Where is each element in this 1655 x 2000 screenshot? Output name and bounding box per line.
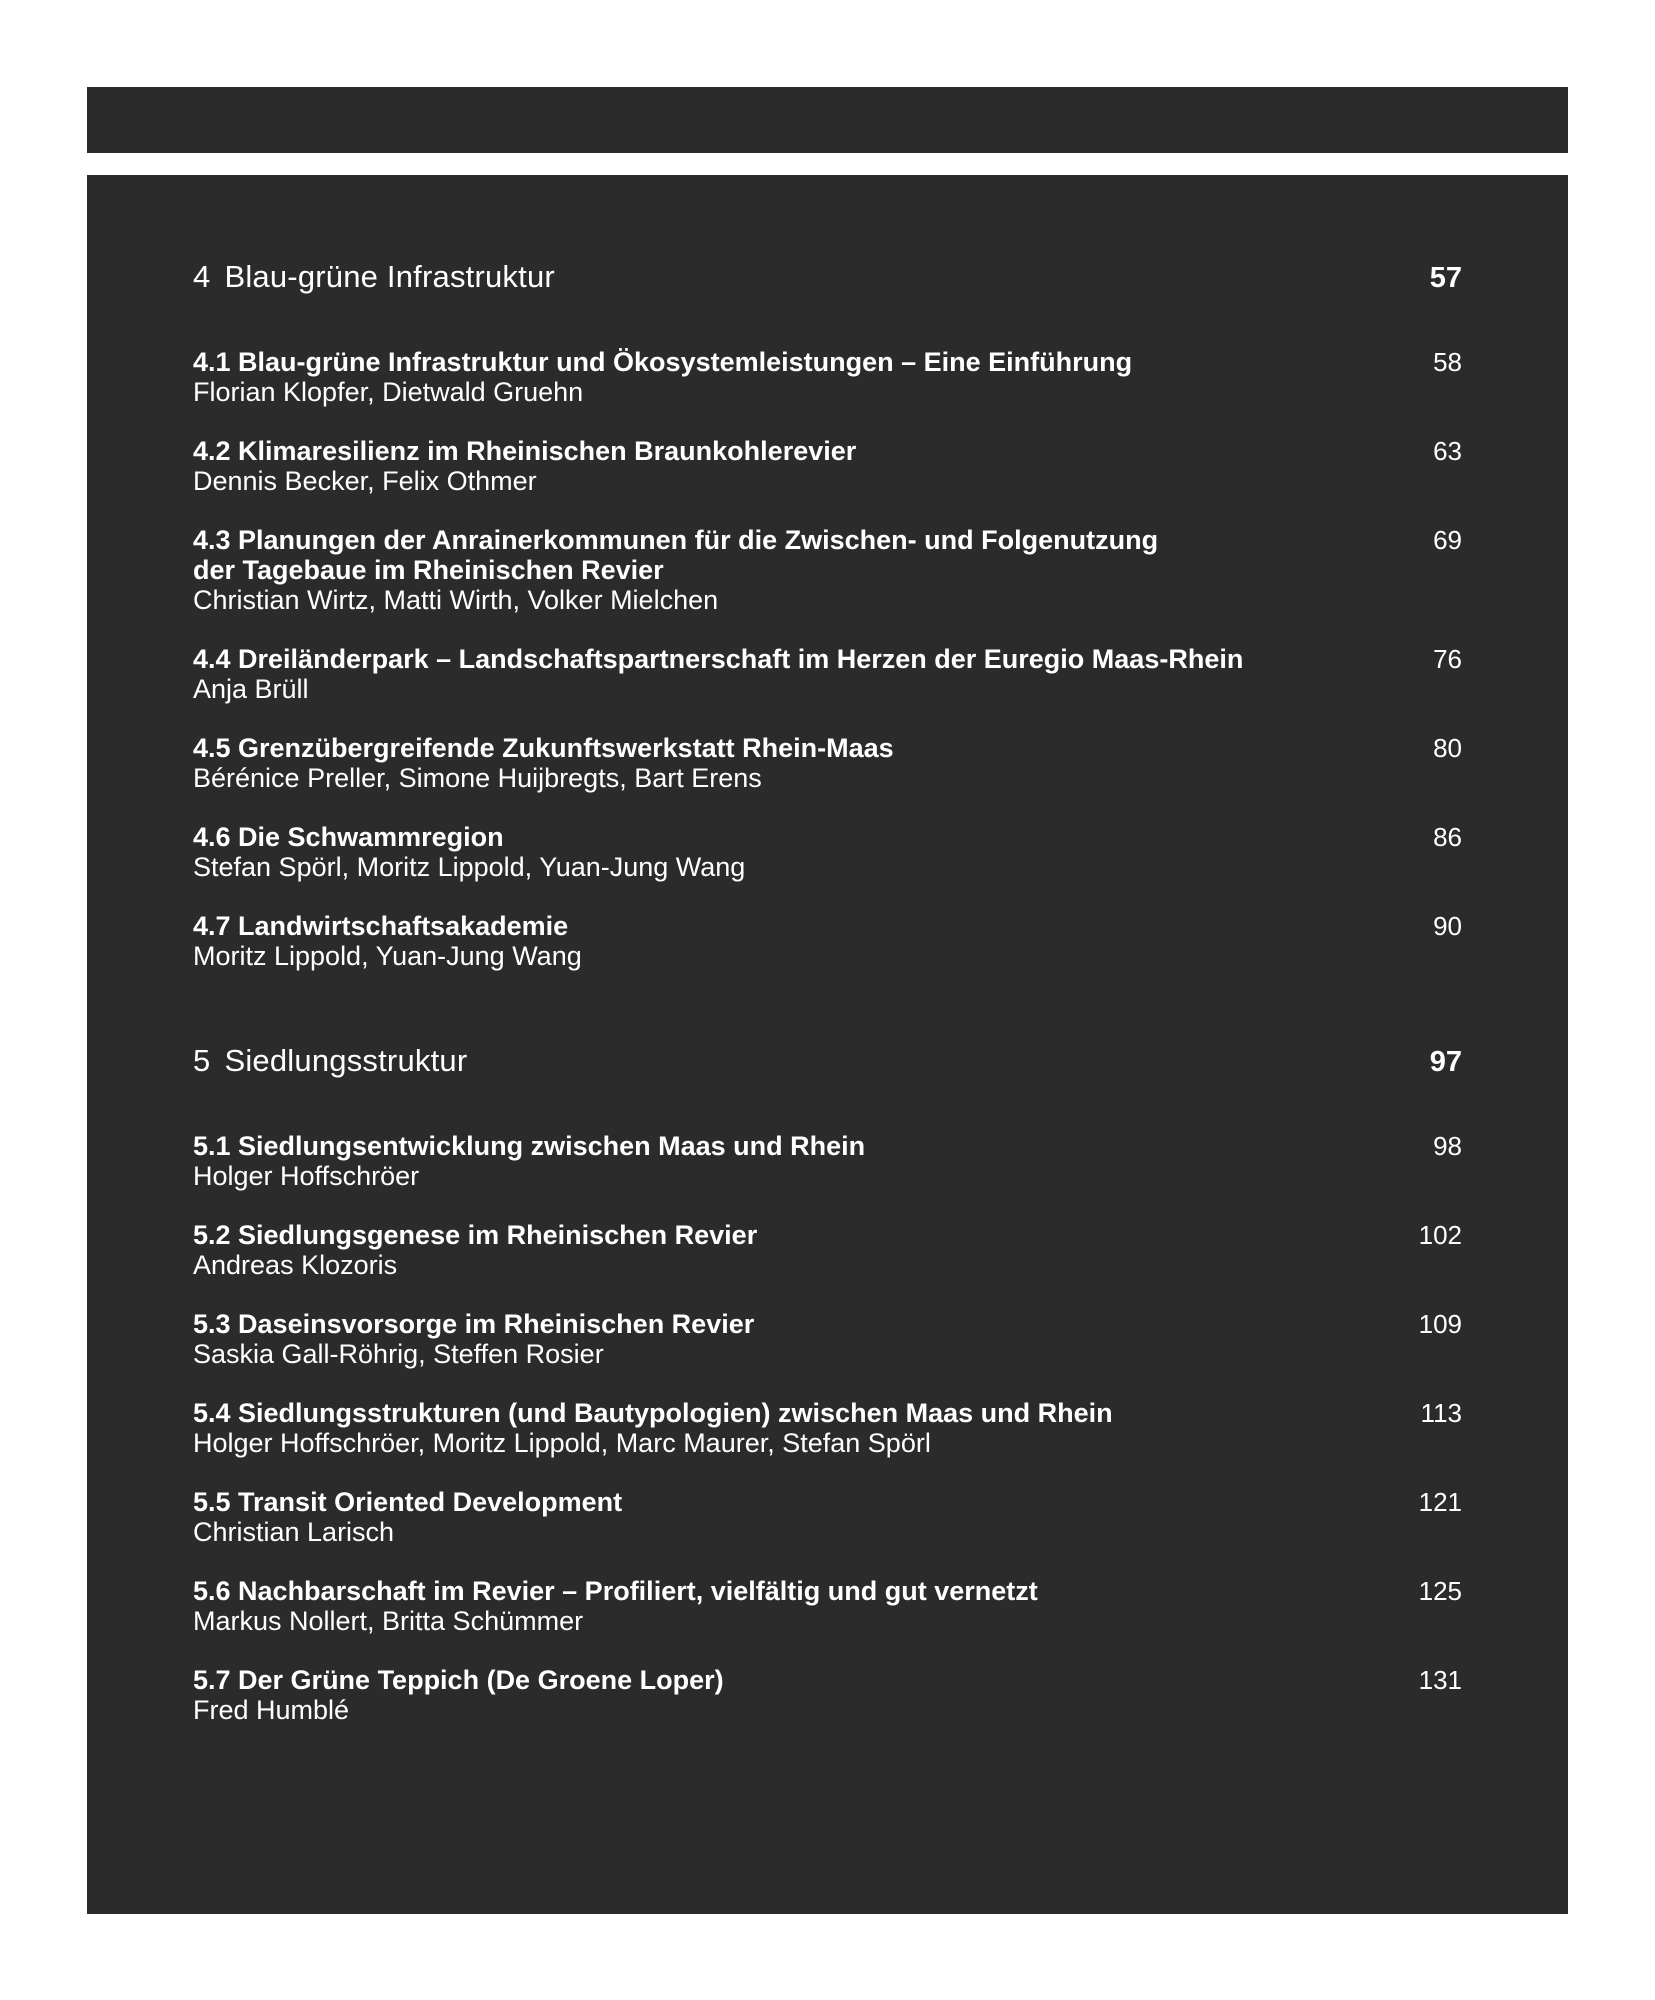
entry-page-number: 86 — [1433, 822, 1462, 852]
entry-title: 4.6 Die Schwammregion — [193, 822, 504, 852]
toc-entry — [193, 525, 1462, 615]
entry-title: 5.4 Siedlungsstrukturen (und Bautypologien) zwischen Maas und Rhein — [193, 1398, 1113, 1428]
chapter-title-text: Blau-grüne Infrastruktur — [224, 259, 555, 294]
entry-page-number: 125 — [1418, 1576, 1462, 1606]
chapter-5 — [193, 1043, 1462, 1725]
toc-entry — [193, 644, 1462, 704]
entry-title: 4.7 Landwirtschaftsakademie — [193, 911, 569, 941]
chapter-title — [193, 1043, 467, 1079]
chapter-page-number: 97 — [1429, 1046, 1462, 1078]
entry-title: 4.3 Planungen der Anrainerkommunen für die Zwischen- und Folgenutzung der Tagebaue im Rheinischen Revier — [193, 525, 1159, 585]
entry-authors: Bérénice Preller, Simone Huijbregts, Bart Erens — [193, 763, 762, 793]
chapter-heading — [193, 259, 1462, 295]
entry-page-number: 69 — [1433, 525, 1462, 555]
entry-page-number: 98 — [1433, 1131, 1462, 1161]
entry-title: 4.4 Dreiländerpark – Landschaftspartnerschaft im Herzen der Euregio Maas-Rhein — [193, 644, 1244, 674]
entry-page-number: 63 — [1433, 436, 1462, 466]
toc-entry — [193, 1220, 1462, 1280]
entry-page-number: 58 — [1433, 347, 1462, 377]
entry-authors: Markus Nollert, Britta Schümmer — [193, 1606, 584, 1636]
header-bar — [87, 87, 1568, 153]
entry-title: 4.1 Blau-grüne Infrastruktur und Ökosystemleistungen – Eine Einführung — [193, 347, 1133, 377]
entry-authors: Moritz Lippold, Yuan-Jung Wang — [193, 941, 582, 971]
toc-entry — [193, 1398, 1462, 1458]
entry-authors: Christian Wirtz, Matti Wirth, Volker Mielchen — [193, 585, 719, 615]
entry-title: 5.3 Daseinsvorsorge im Rheinischen Revier — [193, 1309, 755, 1339]
entry-page-number: 90 — [1433, 911, 1462, 941]
entry-page-number: 102 — [1418, 1220, 1462, 1250]
entry-page-number: 109 — [1418, 1309, 1462, 1339]
chapter-page-number: 57 — [1429, 262, 1462, 294]
entry-title: 5.2 Siedlungsgenese im Rheinischen Revier — [193, 1220, 758, 1250]
entry-title: 5.6 Nachbarschaft im Revier – Profiliert, vielfältig und gut vernetzt — [193, 1576, 1038, 1606]
chapter-title — [193, 259, 555, 295]
entry-page-number: 131 — [1418, 1665, 1462, 1695]
entry-authors: Christian Larisch — [193, 1517, 395, 1547]
toc-entry — [193, 436, 1462, 496]
chapter-4 — [193, 259, 1462, 971]
toc-entry — [193, 1309, 1462, 1369]
table-of-contents — [87, 175, 1568, 1914]
entry-authors: Dennis Becker, Felix Othmer — [193, 466, 537, 496]
entry-authors: Anja Brüll — [193, 674, 309, 704]
entry-authors: Stefan Spörl, Moritz Lippold, Yuan-Jung Wang — [193, 852, 746, 882]
entry-page-number: 76 — [1433, 644, 1462, 674]
toc-entry — [193, 911, 1462, 971]
entry-title: 5.1 Siedlungsentwicklung zwischen Maas und Rhein — [193, 1131, 866, 1161]
entry-page-number: 121 — [1418, 1487, 1462, 1517]
chapter-number: 4 — [193, 259, 211, 294]
entry-authors: Florian Klopfer, Dietwald Gruehn — [193, 377, 584, 407]
entry-page-number: 80 — [1433, 733, 1462, 763]
entry-authors: Fred Humblé — [193, 1695, 350, 1725]
chapter-number: 5 — [193, 1043, 211, 1078]
toc-entry — [193, 1131, 1462, 1191]
entry-authors: Holger Hoffschröer — [193, 1161, 420, 1191]
entry-page-number: 113 — [1420, 1398, 1462, 1428]
entry-authors: Holger Hoffschröer, Moritz Lippold, Marc Maurer, Stefan Spörl — [193, 1428, 931, 1458]
entry-authors: Saskia Gall-Röhrig, Steffen Rosier — [193, 1339, 604, 1369]
chapter-heading — [193, 1043, 1462, 1079]
toc-entry — [193, 1487, 1462, 1547]
toc-entry — [193, 733, 1462, 793]
entry-title: 4.5 Grenzübergreifende Zukunftswerkstatt Rhein-Maas — [193, 733, 894, 763]
toc-entry — [193, 822, 1462, 882]
toc-entry — [193, 1576, 1462, 1636]
entry-authors: Andreas Klozoris — [193, 1250, 398, 1280]
entry-title: 5.7 Der Grüne Teppich (De Groene Loper) — [193, 1665, 724, 1695]
entry-title: 4.2 Klimaresilienz im Rheinischen Braunkohlerevier — [193, 436, 857, 466]
entry-title: 5.5 Transit Oriented Development — [193, 1487, 623, 1517]
toc-entry — [193, 347, 1462, 407]
toc-entry — [193, 1665, 1462, 1725]
chapter-title-text: Siedlungsstruktur — [224, 1043, 468, 1078]
